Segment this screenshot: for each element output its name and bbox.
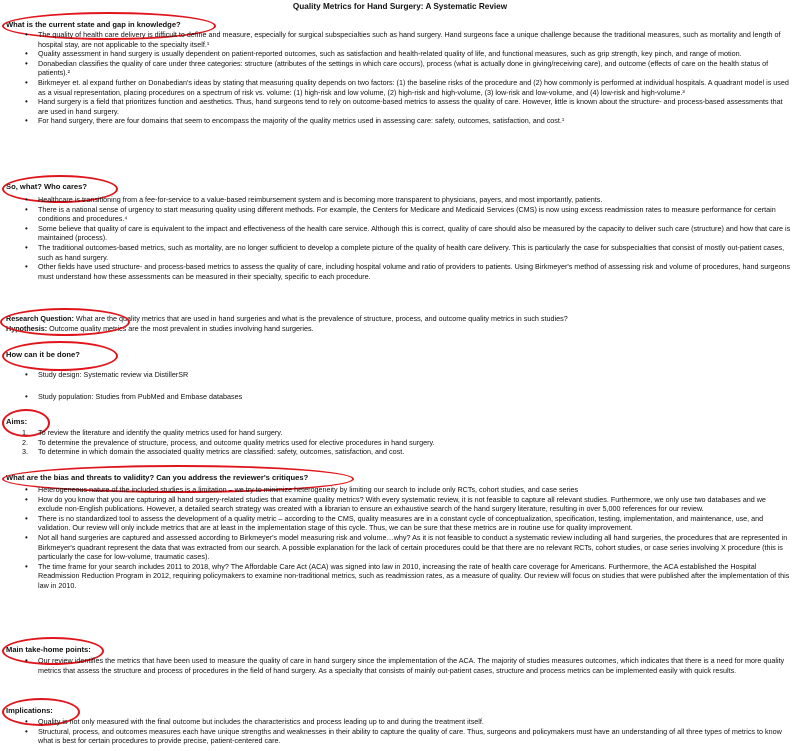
list-item: • Hand surgery is a field that prioritizes function and aesthetics. Thus, hand surgeons tend to rely on outcome-based metrics to assess the quality of care. However, little is known about the structure- and process-based assessments that are used in hand surgery. [26, 97, 792, 116]
page-title: Quality Metrics for Hand Surgery: A Systematic Review [292, 2, 508, 11]
takehome-list [26, 656, 792, 675]
list-item: • Structural, process, and outcomes measures each have unique strengths and weaknesses in their ability to capture the quality of care. Thus, surgeons and policymakers must have an understanding of all three types of metrics to know what is best for certain procedures to provide precise, patient-centered care. [26, 727, 792, 746]
list-item: • Birkmeyer et. al expand further on Donabedian's ideas by stating that measuring quality depends on two factors: (1) the baseline risks of the procedure and (2) how commonly is performed at individual hospitals. A quadrant model is used as a visual representation, placing procedures on a spectrum of risk vs. volume: (1) high-risk and low volume, (2) high-risk and high-volume, (3) low-risk and low-volume, and (4) low-risk and high-volume.³ [26, 78, 792, 97]
aims-list [22, 428, 792, 457]
hypothesis-text: Outcome quality metrics are the most prevalent in studies involving hand surgeries. [47, 324, 314, 333]
list-item: • Quality assessment in hand surgery is usually dependent on patient-reported outcomes, such as satisfaction and health-related quality of life, and functional measures, such as grip strength, key pinch, and range of motion. [26, 49, 792, 59]
research-question-label: Research Question: [6, 314, 74, 323]
red-circle-annotation [2, 341, 118, 371]
heading-current-state: What is the current state and gap in knowledge? [6, 20, 181, 29]
aim-number: 1. [22, 428, 28, 437]
list-item: • The traditional outcomes-based metrics, such as mortality, are no longer sufficient to develop a complete picture of the quality of health care delivery. This is particularly the case for subspecialties that consist of mostly out-patient cases, such as hand surgery. [26, 243, 792, 262]
list-item: • Other fields have used structure- and process-based metrics to assess the quality of care, including hospital volume and ratio of providers to patients. Using Birkmeyer's method of assessing risk and volume of procedures, hand surgeons must understand how these assessments can be measured in their specialty, specific to each procedure. [26, 262, 792, 281]
list-item: • Quality is not only measured with the final outcome but includes the characteristics and process leading up to and during the treatment itself. [26, 717, 792, 727]
hypothesis-label: Hypothesis: [6, 324, 48, 333]
current-state-list [26, 30, 792, 126]
list-item: • There is no standardized tool to assess the development of a quality metric – according to the CMS, quality measures are in a constant cycle of conceptualization, specification, testing, implementation, and maintenance, use, and validation. Our review will only include metrics that are at least in the implementation stage of this cycle. Thus, we can be sure that these metrics are in routine use for quality improvement. [26, 514, 792, 533]
bias-list [26, 485, 792, 591]
list-item [22, 447, 792, 457]
list-item [22, 437, 792, 448]
list-item: • Some believe that quality of care is equivalent to the impact and effectiveness of the health care service. Although this is correct, quality of care should also be measured by the capacity to deliver such care (structure) and how that care is maintained (process). [26, 224, 792, 243]
list-item: • Study design: Systematic review via DistillerSR [26, 370, 792, 380]
heading-bias: What are the bias and threats to validity? Can you address the reviewer's critiques? [6, 473, 309, 482]
list-item: • Donabedian classifies the quality of care under three categories: structure (attributes of the settings in which care occurs), process (what is actually done in giving/receiving care), and outcome (effects of care on the health status of patients).² [26, 59, 792, 78]
implications-list [26, 717, 792, 746]
how-list [26, 370, 792, 380]
how-list-2 [26, 392, 792, 402]
aim-number: 2. [22, 437, 28, 447]
list-item: • Our review identifies the metrics that have been used to measure the quality of care in hand surgery since the implementation of the ACA. The majority of studies measures outcomes, which indicates that there is a need for more quality metrics that assess the structure and process of procedures in the field of hand surgery. As a specialty that consists of mainly out-patient cases, structure and process metrics can be implemented easily with quick results. [26, 656, 792, 675]
list-item: • The quality of health care delivery is difficult to define and measure, especially for surgical subspecialties such as hand surgery. Hand surgeons face a unique challenge because the traditional measures, such as mortality and length of hospital stay, are not applicable to the specialty itself.¹ [26, 30, 792, 49]
aim-text: To determine in which domain the associated quality metrics are classified: safety, outcomes, satisfaction, and cost. [38, 447, 405, 457]
list-item: • The time frame for your search includes 2011 to 2018, why? The Affordable Care Act (ACA) was signed into law in 2010, increasing the rate of health care coverage for Americans. Furthermore, the ACA established the Hospital Readmission Reduction Program in 2012, requiring policymakers to examine non-traditional metrics, such as readmission rates, as a measure of quality. Our review will focus on studies that were published after the implementation of this law in 2010. [26, 562, 792, 591]
heading-implications: Implications: [6, 706, 53, 715]
list-item: • For hand surgery, there are four domains that seem to encompass the majority of the quality metrics used in assessing care: safety, outcomes, satisfaction, and cost.¹ [26, 116, 792, 126]
list-item: • Study population: Studies from PubMed and Embase databases [26, 392, 792, 402]
heading-aims: Aims: [6, 417, 28, 426]
research-question-text: What are the quality metrics that are used in hand surgeries and what is the prevalence of structure, process, and outcome quality metrics in such studies? [73, 314, 568, 323]
heading-takehome: Main take-home points: [6, 645, 91, 654]
heading-how: How can it be done? [6, 350, 80, 359]
aim-text: To review the literature and identify the quality metrics used for hand surgery. [38, 428, 283, 437]
so-what-list [26, 195, 792, 281]
list-item [22, 428, 792, 438]
aim-number: 3. [22, 447, 28, 457]
red-circle-annotation [0, 308, 130, 336]
list-item: • How do you know that you are capturing all hand surgery-related studies that examine quality metrics? With every systematic review, it is not feasible to capture all relevant studies. Furthermore, we only use two databases and we exclude non-English publications. However, a detailed search strategy was created with a librarian to ensure an exhaustive search of the hand surgery literature, resulting in over 5,000 references for our review. [26, 495, 792, 514]
list-item: • Not all hand surgeries are captured and assessed according to Birkmeyer's model measuring risk and volume…why? As it is not feasible to conduct a systematic review including all hand surgeries, the procedures that are represented in Birkmeyer's quadrant represent the data that was extracted from our search. A possible explanation for the lack of certain procedures could be that there are no relevant RCTs, cohort studies, or case series involving X procedure (this is particularly the case for low-volume, traumatic cases). [26, 533, 792, 562]
aim-text: To determine the prevalence of structure, process, and outcome quality metrics used for elective procedures in hand surgery. [38, 437, 435, 447]
heading-so-what: So, what? Who cares? [6, 182, 88, 191]
list-item: • There is a national sense of urgency to start measuring quality using different methods. For example, the Centers for Medicare and Medicaid Services (CMS) is now using excess readmission rates to measure performance for certain conditions and procedures.⁴ [26, 205, 792, 224]
list-item: • Healthcare is transitioning from a fee-for-service to a value-based reimbursement system and is becoming more transparent to physicians, payers, and most importantly, patients. [26, 195, 792, 205]
list-item: • Heterogeneous nature of the included studies is a limitation – we try to minimize heterogeneity by limiting our search to include only RCTs, cohort studies, and case series [26, 485, 792, 495]
